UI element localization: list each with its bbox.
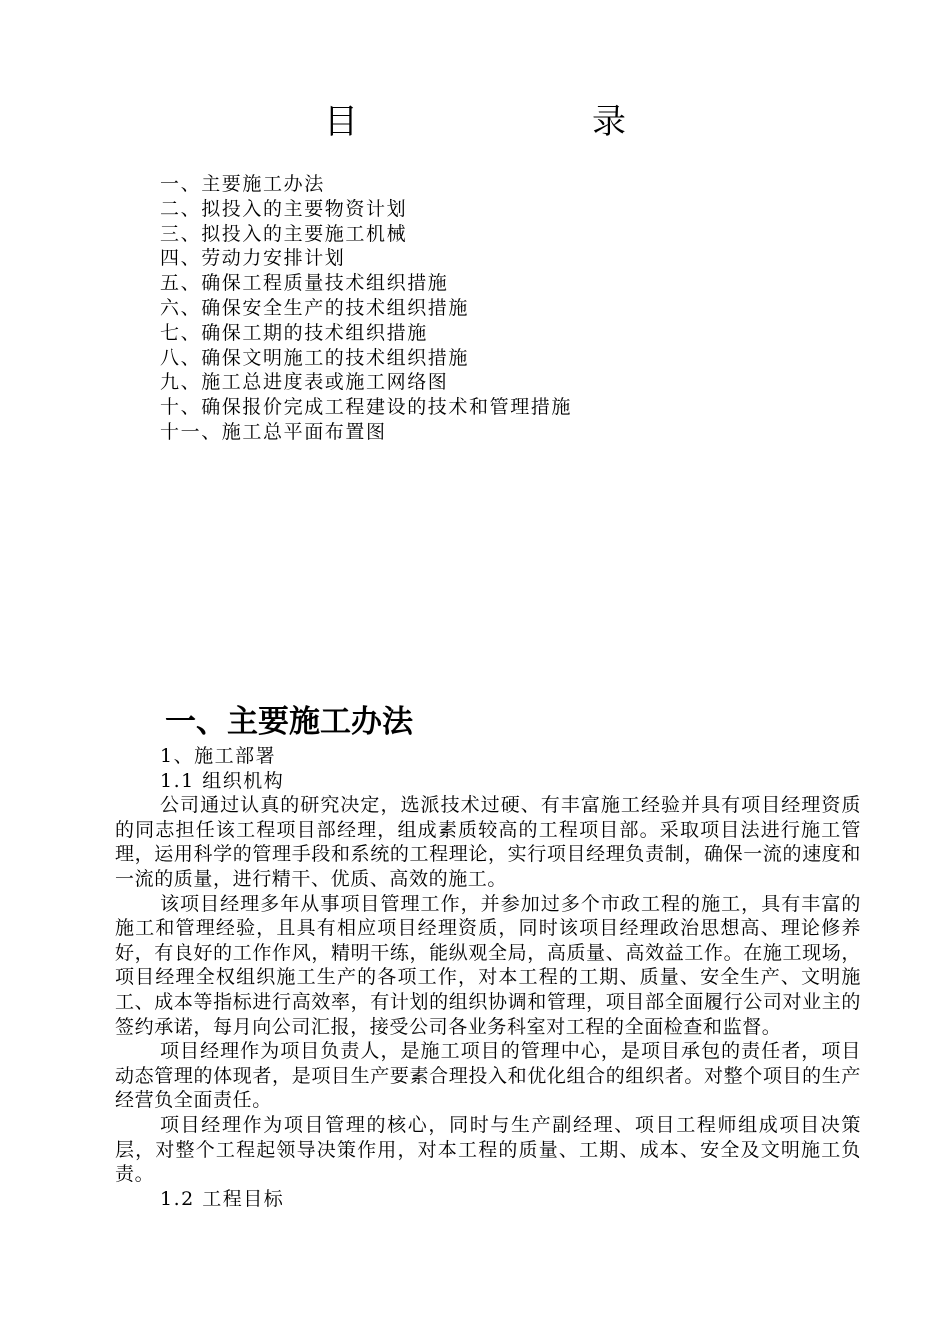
toc-item: 十、确保报价完成工程建设的技术和管理措施 [160,396,573,419]
paragraph: 公司通过认真的研究决定，选派技术过硬、有丰富施工经验并具有项目经理资质的同志担任该工程项目部经理，组成素质较高的工程项目部。采取项目法进行施工管理，运用科学的管理手段和系统的工程理论，实行项目经理负责制，确保一流的速度和一流的质量，进行精干、优质、高效的施工。 [115,794,861,890]
toc-item: 九、施工总进度表或施工网络图 [160,371,449,394]
toc-item: 十一、施工总平面布置图 [160,420,387,443]
toc-title: 目 录 [324,102,726,142]
toc-item: 一、主要施工办法 [160,173,325,195]
toc-item: 二、拟投入的主要物资计划 [160,197,408,220]
section-heading: 一、主要施工办法 [165,704,413,740]
paragraph: 该项目经理多年从事项目管理工作，并参加过多个市政工程的施工，具有丰富的施工和管理经验，且具有相应项目经理资质，同时该项目经理政治思想高、理论修养好，有良好的工作作风，精明干练，能纵观全局，高质量、高效益工作。在施工现场，项目经理全权组织施工生产的各项工作，对本工程的工期、质量、安全生产、文明施工、成本等指标进行高效率，有计划的组织协调和管理，项目部全面履行公司对业主的签约承诺，每月向公司汇报，接受公司各业务科室对工程的全面检查和监督。 [115,892,861,1038]
toc-item: 七、确保工期的技术组织措施 [160,321,428,344]
toc-list [160,172,572,445]
subheading-deployment: 1、施工部署 [160,745,277,767]
toc-item: 四、劳动力安排计划 [160,247,346,270]
paragraph: 项目经理作为项目管理的核心，同时与生产副经理、项目工程师组成项目决策层，对整个工程起领导决策作用，对本工程的质量、工期、成本、安全及文明施工负责。 [115,1113,861,1186]
toc-item: 五、确保工程质量技术组织措施 [160,272,449,295]
toc-item: 三、拟投入的主要施工机械 [160,222,408,245]
subheading-organization: 1.1 组织机构 [160,769,285,792]
toc-item: 八、确保文明施工的技术组织措施 [160,346,470,369]
subheading-goals: 1.2 工程目标 [160,1187,285,1210]
paragraph: 项目经理作为项目负责人，是施工项目的管理中心，是项目承包的责任者，项目动态管理的体现者，是项目生产要素合理投入和优化组合的组织者。对整个项目的生产经营负全面责任。 [115,1040,861,1112]
section-body [115,744,861,1211]
toc-item: 六、确保安全生产的技术组织措施 [160,296,470,319]
